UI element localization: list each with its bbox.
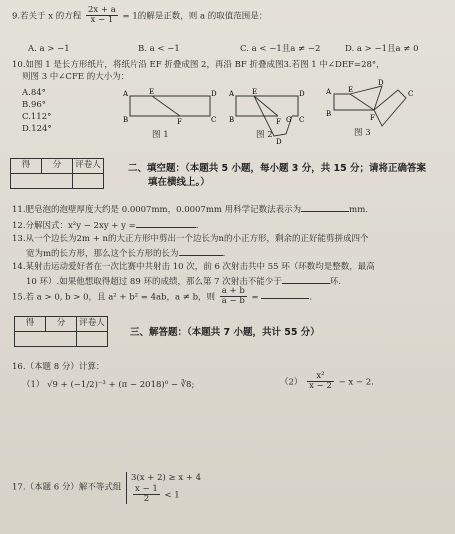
q16-part2-fraction	[307, 372, 334, 392]
figure-3-folded-diagram	[322, 78, 418, 132]
q15-equals: =	[251, 292, 262, 303]
q17-inequality-1: 3(x + 2) ≥ x + 4	[131, 473, 202, 483]
q10-option-a: A.84°	[22, 88, 46, 98]
fig2-label-a: A	[229, 90, 235, 98]
q15-fraction-numerator: a + b	[221, 286, 245, 296]
fig2-label-g: G	[286, 116, 292, 124]
q17-ineq2-rest: < 1	[164, 490, 180, 501]
fig1-label-e: E	[149, 88, 155, 96]
fig1-label-c: C	[211, 116, 217, 124]
fig1-label-b: B	[123, 116, 129, 124]
figure-1-rectangle-diagram	[120, 86, 220, 130]
q14-answer-blank[interactable]	[282, 275, 330, 284]
q13-line1: 13.从一个边长为2m + n的大正方形中剪出一个边长为n的小正方形，剩余的正好能剪拼成四个	[12, 234, 369, 244]
q13-answer-blank[interactable]	[179, 247, 223, 256]
q10-line2: 则图 3 中∠CFE 的大小为：	[22, 72, 130, 82]
fig2-label-e: E	[252, 88, 258, 96]
q9-fraction	[86, 6, 118, 26]
score-header-grader: 评卷人	[73, 159, 104, 174]
q10-line1: 10.如图 1 是长方形纸片，将纸片沿 EF 折叠成图 2，再沿 BF 折叠成图3.若图 1 中∠DEF=28°，	[12, 60, 385, 70]
q15-fraction-denominator: a − b	[221, 296, 245, 307]
q9-stem-pre: 9.若关于 x 的方程	[12, 11, 82, 22]
question-17	[12, 472, 201, 504]
section-3-title: 三、解答题：（本题共 7 小题，共计 55 分）	[130, 327, 320, 338]
q9-fraction-numerator: 2x + a	[88, 5, 116, 15]
q13-line2-text: 宽为m的长方形，那么这个长方形的长为	[26, 249, 179, 259]
q9-option-c: C. a < −1且a ≠ −2	[240, 44, 321, 54]
score-table-section-3	[14, 316, 108, 347]
fig2-label-d2: D	[276, 138, 282, 146]
question-11	[12, 203, 447, 216]
q10-option-b: B.96°	[22, 100, 47, 110]
q15-end: .	[309, 292, 313, 303]
question-12	[12, 219, 447, 232]
q9-stem-post: = 1的解是正数，则 a 的取值范围是：	[122, 11, 268, 22]
figure-1-caption: 图 1	[152, 130, 169, 140]
q10-option-d: D.124°	[22, 124, 52, 134]
grader-cell[interactable]	[77, 332, 108, 347]
fig3-label-a: A	[326, 88, 332, 96]
q16-part1-expression: √9 + (−1/2)⁻³ + (π − 2018)⁰ − ∛8;	[47, 380, 195, 390]
score-cell[interactable]	[15, 332, 77, 347]
fig3-label-b: B	[326, 110, 332, 118]
question-13-line2	[26, 247, 447, 260]
score-header-de: 得	[11, 159, 42, 174]
q11-text: 11.肥皂泡的泡壁厚度大约是 0.0007mm，0.0007mm 用科学记数法表示为	[12, 205, 302, 215]
q16-heading: 16.（本题 8 分）计算：	[12, 362, 105, 372]
q17-inequality-2	[131, 485, 201, 505]
q16-part2-numerator: x²	[307, 372, 334, 382]
score-header-de: 得	[15, 317, 46, 332]
q14-line1: 14.某射击运动爱好者在一次比赛中共射击 10 次，前 6 次射击共中 55 环（环数均是整数，最高	[12, 262, 375, 272]
fig1-label-d: D	[211, 90, 217, 98]
q14-line2-text: 10 环）.如果他想取得超过 89 环的成绩，那么第 7 次射击不能少于	[26, 277, 282, 287]
score-cell[interactable]	[11, 174, 73, 189]
fig2-label-c: C	[299, 116, 305, 124]
q17-heading: 17.（本题 6 分）解不等式组	[12, 482, 122, 493]
q13-end: .	[222, 249, 226, 259]
q17-ineq2-numerator: x − 1	[135, 483, 158, 494]
fig2-label-f: F	[276, 118, 281, 126]
q9-fraction-denominator: x − 1	[90, 15, 114, 26]
q12-text: 12.分解因式：x²y − 2xy + y =	[12, 221, 136, 231]
q16-part1-label: （1）	[22, 380, 45, 390]
fig3-label-f: F	[370, 114, 375, 122]
score-header-grader: 评卷人	[77, 317, 108, 332]
fig3-label-d: D	[378, 79, 384, 87]
q12-end: .	[195, 221, 199, 231]
score-header-fen: 分	[46, 317, 77, 332]
figure-3-caption: 图 3	[354, 128, 371, 138]
score-header-fen: 分	[42, 159, 73, 174]
fig2-label-d: D	[299, 90, 305, 98]
q14-end: 环.	[329, 277, 341, 287]
question-15	[12, 287, 447, 307]
q16-part-1	[22, 380, 194, 391]
q12-answer-blank[interactable]	[136, 219, 196, 228]
q11-unit: mm.	[349, 205, 368, 215]
q16-part2-label: （2）	[280, 377, 303, 388]
q15-fraction	[220, 287, 247, 307]
q17-ineq2-denominator: 2	[143, 494, 150, 505]
score-table-section-2	[10, 158, 104, 189]
fig2-label-b: B	[229, 116, 235, 124]
q10-option-c: C.112°	[22, 112, 52, 122]
fig3-label-c: C	[408, 90, 414, 98]
q16-part2-rest: − x − 2.	[338, 377, 374, 388]
q15-answer-blank[interactable]	[261, 290, 309, 299]
q17-inequality-system	[126, 472, 201, 504]
section-2-title-line2: 填在横线上。）	[148, 177, 210, 188]
fig1-label-a: A	[123, 90, 129, 98]
q16-part-2	[280, 372, 374, 392]
q17-ineq2-fraction	[133, 485, 160, 505]
q9-option-d: D. a > −1且a ≠ 0	[345, 44, 419, 54]
fig3-label-e: E	[348, 86, 354, 94]
fig1-label-f: F	[177, 118, 182, 126]
q9-option-b: B. a < −1	[138, 44, 180, 54]
question-9	[12, 6, 447, 26]
q15-text: 15.若 a > 0, b > 0，且 a² + b² = 4ab，a ≠ b，则	[12, 292, 216, 303]
figure-2-caption: 图 2	[256, 130, 273, 140]
q11-answer-blank[interactable]	[301, 203, 349, 212]
section-2-title-line1: 二、填空题：（本题共 5 小题，每小题 3 分，共 15 分；请将正确答案	[128, 163, 427, 174]
q9-option-a: A. a > −1	[28, 44, 70, 54]
grader-cell[interactable]	[73, 174, 104, 189]
q16-part2-denominator: x − 2	[309, 381, 332, 392]
